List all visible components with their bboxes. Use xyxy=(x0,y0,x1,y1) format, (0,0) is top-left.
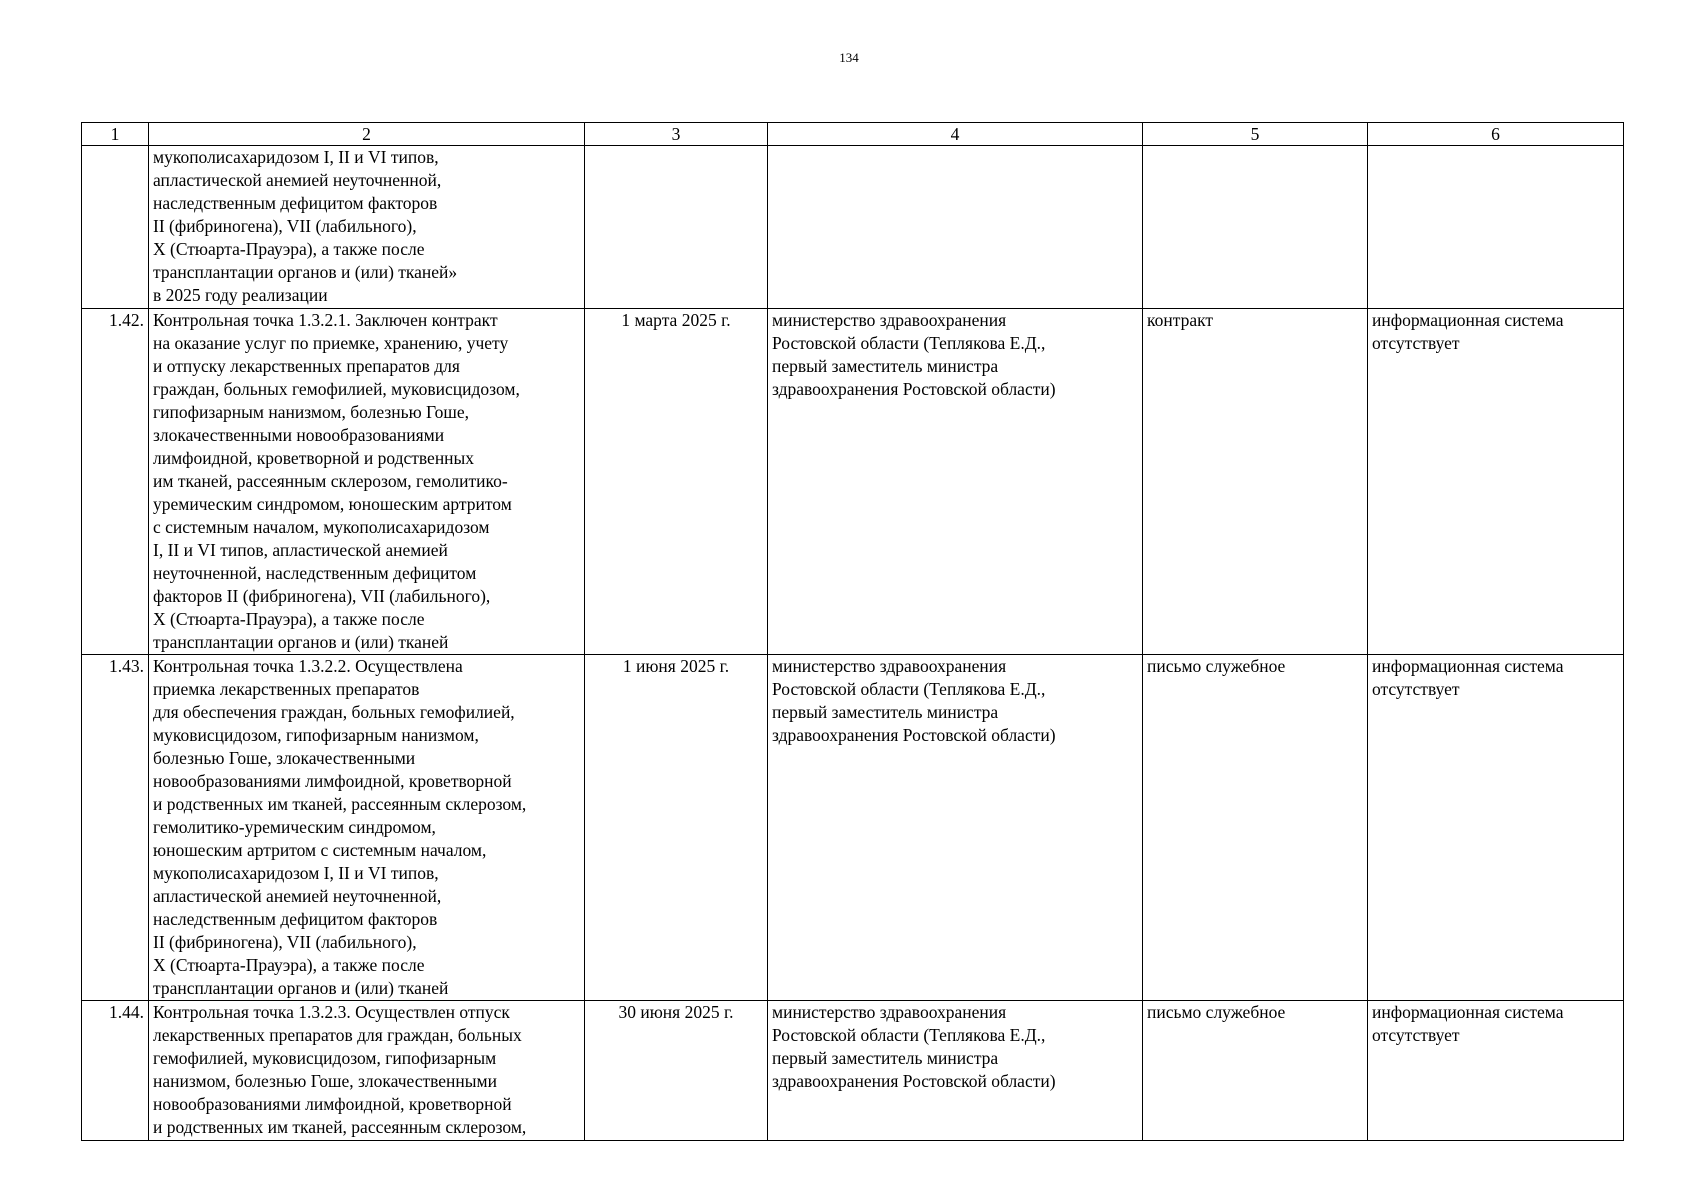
description-line: Контрольная точка 1.3.2.2. Осуществлена xyxy=(153,656,463,676)
plan-table xyxy=(81,122,1624,1141)
description-line: приемка лекарственных препаратов xyxy=(153,679,420,699)
info-system-line: отсутствует xyxy=(1372,679,1460,699)
description-line: новообразованиями лимфоидной, кроветворной xyxy=(153,771,512,791)
description-line: X (Стюарта-Прауэра), а также после xyxy=(153,239,425,259)
info-system-line: информационная система xyxy=(1372,310,1564,330)
row-responsible xyxy=(768,655,1143,1001)
info-system-line: информационная система xyxy=(1372,1002,1564,1022)
description-line: с системным началом, мукополисахаридозом xyxy=(153,517,490,537)
responsible-line: первый заместитель министра xyxy=(772,702,999,722)
description-line: I, II и VI типов, апластической анемией xyxy=(153,540,448,560)
responsible-line: первый заместитель министра xyxy=(772,356,999,376)
description-line: муковисцидозом, гипофизарным нанизмом, xyxy=(153,725,479,745)
page-number: 134 xyxy=(839,50,859,65)
description-line: болезнью Гоше, злокачественными xyxy=(153,748,416,768)
info-system-line: отсутствует xyxy=(1372,333,1460,353)
row-date: 1 июня 2025 г. xyxy=(585,655,768,1001)
description-line: апластической анемией неуточненной, xyxy=(153,886,442,906)
description-line: юношеским артритом с системным началом, xyxy=(153,840,487,860)
info-system-line: информационная система xyxy=(1372,656,1564,676)
description-line: гемофилией, муковисцидозом, гипофизарным xyxy=(153,1048,497,1068)
responsible-line: здравоохранения Ростовской области) xyxy=(772,1071,1056,1091)
responsible-line: министерство здравоохранения xyxy=(772,310,1007,330)
description-line: лекарственных препаратов для граждан, больных xyxy=(153,1025,522,1045)
description-line: в 2025 году реализации xyxy=(153,285,328,305)
responsible-line: министерство здравоохранения xyxy=(772,1002,1007,1022)
description-line: II (фибриногена), VII (лабильного), xyxy=(153,216,417,236)
row-number: 1.43. xyxy=(82,655,149,1001)
description-line: уремическим синдромом, юношеским артритом xyxy=(153,494,512,514)
description-line: Контрольная точка 1.3.2.1. Заключен контракт xyxy=(153,310,498,330)
header-row xyxy=(82,123,1624,146)
responsible-line: Ростовской области (Теплякова Е.Д., xyxy=(772,679,1046,699)
description-line: факторов II (фибриногена), VII (лабильного), xyxy=(153,586,491,606)
row-description xyxy=(149,1001,585,1141)
description-line: на оказание услуг по приемке, хранению, учету xyxy=(153,333,509,353)
responsible-line: здравоохранения Ростовской области) xyxy=(772,379,1056,399)
row-number: 1.42. xyxy=(82,309,149,655)
table-body xyxy=(82,146,1624,1141)
row-document xyxy=(1143,146,1368,309)
responsible-line: Ростовской области (Теплякова Е.Д., xyxy=(772,1025,1046,1045)
table-row xyxy=(82,655,1624,1001)
row-document: письмо служебное xyxy=(1143,655,1368,1001)
row-date: 30 июня 2025 г. xyxy=(585,1001,768,1141)
row-responsible xyxy=(768,1001,1143,1141)
responsible-line: здравоохранения Ростовской области) xyxy=(772,725,1056,745)
description-line: трансплантации органов и (или) тканей xyxy=(153,978,449,998)
row-date: 1 марта 2025 г. xyxy=(585,309,768,655)
column-header-6: 6 xyxy=(1368,123,1624,146)
table-row xyxy=(82,146,1624,309)
description-line: и отпуску лекарственных препаратов для xyxy=(153,356,460,376)
description-line: нанизмом, болезнью Гоше, злокачественными xyxy=(153,1071,497,1091)
description-line: II (фибриногена), VII (лабильного), xyxy=(153,932,417,952)
column-header-1: 1 xyxy=(82,123,149,146)
description-line: X (Стюарта-Прауэра), а также после xyxy=(153,609,425,629)
description-line: гипофизарным нанизмом, болезнью Гоше, xyxy=(153,402,469,422)
description-line: и родственных им тканей, рассеянным склерозом, xyxy=(153,794,527,814)
description-line: гемолитико-уремическим синдромом, xyxy=(153,817,436,837)
row-number: 1.44. xyxy=(82,1001,149,1141)
description-line: и родственных им тканей, рассеянным склерозом, xyxy=(153,1117,527,1137)
description-line: наследственным дефицитом факторов xyxy=(153,193,438,213)
row-document: контракт xyxy=(1143,309,1368,655)
description-line: злокачественными новообразованиями xyxy=(153,425,445,445)
row-date xyxy=(585,146,768,309)
description-line: трансплантации органов и (или) тканей xyxy=(153,632,449,652)
column-header-2: 2 xyxy=(149,123,585,146)
description-line: Контрольная точка 1.3.2.3. Осуществлен отпуск xyxy=(153,1002,510,1022)
description-line: новообразованиями лимфоидной, кроветворной xyxy=(153,1094,512,1114)
column-header-3: 3 xyxy=(585,123,768,146)
row-description xyxy=(149,146,585,309)
description-line: граждан, больных гемофилией, муковисцидозом, xyxy=(153,379,520,399)
responsible-line: Ростовской области (Теплякова Е.Д., xyxy=(772,333,1046,353)
description-line: трансплантации органов и (или) тканей» xyxy=(153,262,458,282)
row-info-system xyxy=(1368,655,1624,1001)
responsible-line: первый заместитель министра xyxy=(772,1048,999,1068)
description-line: наследственным дефицитом факторов xyxy=(153,909,438,929)
description-line: неуточненной, наследственным дефицитом xyxy=(153,563,477,583)
column-header-4: 4 xyxy=(768,123,1143,146)
column-header-5: 5 xyxy=(1143,123,1368,146)
row-info-system xyxy=(1368,1001,1624,1141)
description-line: лимфоидной, кроветворной и родственных xyxy=(153,448,475,468)
row-responsible xyxy=(768,146,1143,309)
info-system-line: отсутствует xyxy=(1372,1025,1460,1045)
description-line: мукополисахаридозом I, II и VI типов, xyxy=(153,147,439,167)
description-line: X (Стюарта-Прауэра), а также после xyxy=(153,955,425,975)
row-responsible xyxy=(768,309,1143,655)
row-number xyxy=(82,146,149,309)
description-line: для обеспечения граждан, больных гемофилией, xyxy=(153,702,515,722)
description-line: апластической анемией неуточненной, xyxy=(153,170,442,190)
table-row xyxy=(82,309,1624,655)
row-info-system xyxy=(1368,309,1624,655)
description-line: мукополисахаридозом I, II и VI типов, xyxy=(153,863,439,883)
row-info-system xyxy=(1368,146,1624,309)
row-document: письмо служебное xyxy=(1143,1001,1368,1141)
table-row xyxy=(82,1001,1624,1141)
description-line: им тканей, рассеянным склерозом, гемолитико- xyxy=(153,471,508,491)
responsible-line: министерство здравоохранения xyxy=(772,656,1007,676)
row-description xyxy=(149,309,585,655)
row-description xyxy=(149,655,585,1001)
